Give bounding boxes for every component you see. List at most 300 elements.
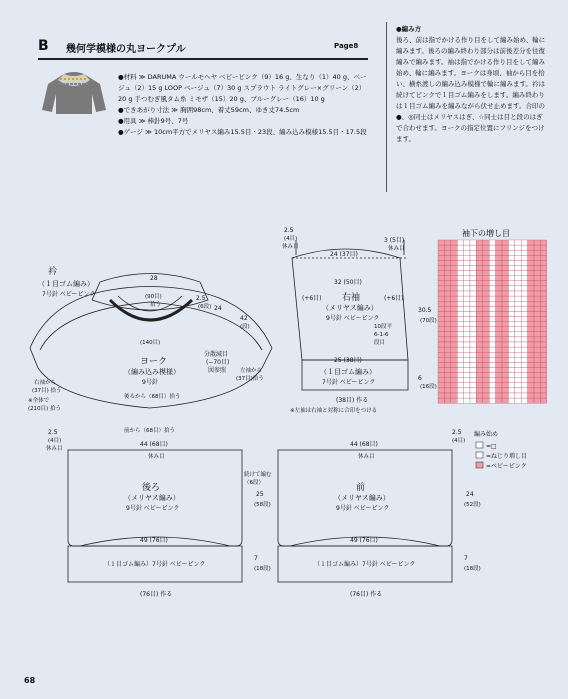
chart-cell <box>515 301 521 306</box>
sleeve-top: 24 (37目) <box>330 251 358 258</box>
chart-cell <box>476 286 482 291</box>
back-side: 2.5 <box>48 429 58 436</box>
chart-cell <box>464 398 470 403</box>
chart-cell <box>540 378 546 383</box>
chart-cell <box>496 342 502 347</box>
chart-cell <box>451 250 457 255</box>
chart-cell <box>489 250 495 255</box>
chart-cell <box>508 347 514 352</box>
chart-cell <box>470 311 476 316</box>
chart-cell <box>528 301 534 306</box>
chart-cell <box>521 286 527 291</box>
chart-cell <box>540 398 546 403</box>
chart-cell <box>457 352 463 357</box>
chart-cell <box>508 342 514 347</box>
chart-cell <box>483 362 489 367</box>
chart-cell <box>534 352 540 357</box>
chart-cell <box>444 260 450 265</box>
chart-cell <box>534 378 540 383</box>
sleeve-cuff-rows: (16段) <box>420 384 437 390</box>
chart-cell <box>502 240 508 245</box>
chart-cell <box>483 327 489 332</box>
chart-cell <box>515 383 521 388</box>
chart-cell <box>438 337 444 342</box>
chart-cell <box>534 286 540 291</box>
chart-cell <box>489 281 495 286</box>
yoke-sleeve: 右袖から <box>34 380 57 386</box>
chart-cell <box>444 250 450 255</box>
chart-cell <box>521 373 527 378</box>
chart-cell <box>515 250 521 255</box>
chart-cell <box>483 342 489 347</box>
chart-cell <box>476 311 482 316</box>
chart-cell <box>508 255 514 260</box>
chart-cell <box>444 383 450 388</box>
chart-cell <box>438 342 444 347</box>
chart-cell <box>438 266 444 271</box>
chart-cell <box>508 357 514 362</box>
chart-cell <box>438 332 444 337</box>
chart-cell <box>457 327 463 332</box>
chart-cell <box>496 296 502 301</box>
chart-cell <box>496 332 502 337</box>
chart-cell <box>534 306 540 311</box>
chart-cell <box>502 337 508 342</box>
chart-cell <box>457 301 463 306</box>
chart-cell <box>464 245 470 250</box>
chart-cell <box>464 291 470 296</box>
chart-cell <box>489 398 495 403</box>
chart-cell <box>496 352 502 357</box>
chart-cell <box>457 306 463 311</box>
sleeve-cuff-needle: 7号針 ベビーピンク <box>322 379 376 386</box>
chart-cell <box>476 240 482 245</box>
chart-cell <box>534 240 540 245</box>
chart-cell <box>438 378 444 383</box>
chart-cell <box>540 347 546 352</box>
chart-cell <box>444 398 450 403</box>
chart-cell <box>470 357 476 362</box>
chart-cell <box>508 240 514 245</box>
chart-cell <box>457 332 463 337</box>
back-cont: 続けて編む <box>244 472 272 478</box>
chart-cell <box>476 368 482 373</box>
chart-cell <box>489 291 495 296</box>
chart-cell <box>521 332 527 337</box>
chart-cell <box>508 260 514 265</box>
chart-cell <box>528 393 534 398</box>
chart-cell <box>502 301 508 306</box>
chart-cell <box>489 347 495 352</box>
chart-cell <box>451 322 457 327</box>
chart-cell <box>451 296 457 301</box>
chart-cell <box>483 250 489 255</box>
chart-cell <box>521 271 527 276</box>
chart-cell <box>457 245 463 250</box>
chart-cell <box>438 373 444 378</box>
page-reference: Page8 <box>334 42 359 50</box>
chart-cell <box>534 266 540 271</box>
chart-cell <box>470 362 476 367</box>
chart-cell <box>496 276 502 281</box>
chart-cell <box>457 383 463 388</box>
chart-cell <box>528 250 534 255</box>
chart-cell <box>464 357 470 362</box>
chart-cell <box>521 337 527 342</box>
chart-cell <box>457 286 463 291</box>
chart-cell <box>534 276 540 281</box>
chart-cell <box>508 317 514 322</box>
chart-legend3: =ベビーピンク <box>486 463 527 470</box>
chart-cell <box>496 260 502 265</box>
chart-cell <box>451 357 457 362</box>
chart-cell <box>451 362 457 367</box>
chart-cell <box>464 281 470 286</box>
chart-cell <box>502 260 508 265</box>
chart-cell <box>489 286 495 291</box>
chart-cell <box>483 368 489 373</box>
chart-cell <box>438 357 444 362</box>
chart-cell <box>438 255 444 260</box>
chart-cell <box>470 342 476 347</box>
chart-cell <box>508 250 514 255</box>
chart-cell <box>496 373 502 378</box>
materials-gauge: ●ゲージ ≫ 10cm平方でメリヤス編み15.5目・23段、編み込み模様15.5目・17.5段 <box>118 128 367 136</box>
chart-cell <box>515 373 521 378</box>
chart-cell <box>515 332 521 337</box>
chart-cell <box>528 296 534 301</box>
chart-cell <box>528 337 534 342</box>
chart-cell <box>489 306 495 311</box>
yoke-back: 後ろから（68目）拾う <box>124 394 181 400</box>
sleeve-inc-left: (+6目) <box>302 295 322 302</box>
chart-cell <box>540 240 546 245</box>
chart-cell <box>464 327 470 332</box>
chart-cell <box>451 276 457 281</box>
chart-cell <box>540 393 546 398</box>
chart-cell <box>451 245 457 250</box>
chart-cell <box>496 347 502 352</box>
chart-cell <box>438 240 444 245</box>
chart-cell <box>444 373 450 378</box>
chart-cell <box>457 362 463 367</box>
chart-cell <box>489 296 495 301</box>
chart-cell <box>451 291 457 296</box>
chart-cell <box>476 398 482 403</box>
yoke-h42: 42 <box>240 315 248 322</box>
collar-r2: 拾う <box>150 302 162 308</box>
chart-cell <box>540 342 546 347</box>
chart-cell <box>438 306 444 311</box>
chart-cell <box>515 260 521 265</box>
sleeve-length-rows: (70段) <box>420 318 437 324</box>
chart-cell <box>515 255 521 260</box>
chart-cell <box>464 368 470 373</box>
chart-cell <box>521 357 527 362</box>
chart-cell <box>464 378 470 383</box>
chart-cell <box>438 260 444 265</box>
chart-cell <box>464 260 470 265</box>
front-side2: (4目) <box>452 438 466 444</box>
chart-cell <box>470 378 476 383</box>
chart-cell <box>521 311 527 316</box>
chart-cell <box>502 322 508 327</box>
chart-cell <box>444 342 450 347</box>
chart-cell <box>483 388 489 393</box>
chart-cell <box>444 327 450 332</box>
chart-cell <box>470 347 476 352</box>
chart-cell <box>476 383 482 388</box>
chart-cell <box>444 291 450 296</box>
chart-cell <box>515 317 521 322</box>
chart-cell <box>451 347 457 352</box>
chart-cell <box>534 271 540 276</box>
chart-cell <box>464 296 470 301</box>
chart-cell <box>528 378 534 383</box>
chart-cell <box>515 362 521 367</box>
chart-legend-title: 編み始め <box>474 431 499 438</box>
chart-cell <box>470 296 476 301</box>
chart-cell <box>528 245 534 250</box>
chart-cell <box>540 388 546 393</box>
chart-cell <box>438 327 444 332</box>
sleeve-inc-right: (+6目) <box>384 295 404 302</box>
chart-cell <box>521 240 527 245</box>
chart-cell <box>528 368 534 373</box>
chart-cell <box>489 393 495 398</box>
chart-cell <box>528 352 534 357</box>
chart-cell <box>489 388 495 393</box>
chart-cell <box>444 311 450 316</box>
chart-cell <box>464 306 470 311</box>
chart-cell <box>534 398 540 403</box>
chart-cell <box>476 373 482 378</box>
chart-cell <box>502 245 508 250</box>
chart-cell <box>508 337 514 342</box>
chart-cell <box>515 352 521 357</box>
chart-cell <box>476 337 482 342</box>
sleeve-rest: 休み目 <box>282 244 299 250</box>
chart-cell <box>464 322 470 327</box>
chart-cell <box>515 271 521 276</box>
chart-cell <box>496 378 502 383</box>
chart-cell <box>470 291 476 296</box>
chart-cell <box>457 393 463 398</box>
back-height: 25 <box>256 491 264 498</box>
front-height-rows: (52段) <box>464 502 481 508</box>
yoke-dec2: (−70目) <box>206 359 230 366</box>
chart-cell <box>483 271 489 276</box>
chart-cell <box>496 317 502 322</box>
chart-cell <box>496 291 502 296</box>
chart-cell <box>534 332 540 337</box>
sleeve-cuff-length: 6 <box>418 375 422 382</box>
chart-cell <box>508 388 514 393</box>
chart-cell <box>540 373 546 378</box>
chart-cell <box>502 373 508 378</box>
chart-cell <box>476 317 482 322</box>
chart-cell <box>508 368 514 373</box>
sleeve-needle: 9号針 ベビーピンク <box>326 315 380 322</box>
chart-cell <box>483 281 489 286</box>
chart-cell <box>457 357 463 362</box>
chart-cell <box>534 291 540 296</box>
chart-cell <box>534 373 540 378</box>
chart-cell <box>540 291 546 296</box>
increase-chart <box>438 240 547 403</box>
chart-cell <box>508 378 514 383</box>
yoke-name: ヨーク <box>140 357 168 367</box>
chart-cell <box>508 398 514 403</box>
chart-cell <box>534 255 540 260</box>
chart-cell <box>521 266 527 271</box>
sleeve-rule2: 6-1-6 <box>374 332 389 338</box>
chart-cell <box>483 317 489 322</box>
yoke-total2: (210目) 拾う <box>28 406 62 412</box>
chart-cell <box>476 322 482 327</box>
chart-cell <box>451 260 457 265</box>
chart-cell <box>476 378 482 383</box>
chart-cell <box>444 296 450 301</box>
chart-cell <box>464 255 470 260</box>
front-name: 前 <box>356 483 366 493</box>
chart-cell <box>540 260 546 265</box>
chart-cell <box>489 322 495 327</box>
chart-cell <box>457 368 463 373</box>
chart-cell <box>528 291 534 296</box>
chart-cell <box>444 368 450 373</box>
chart-cell <box>470 276 476 281</box>
chart-cell <box>489 368 495 373</box>
chart-cell <box>502 393 508 398</box>
collar-name: 衿 <box>48 267 58 277</box>
chart-cell <box>451 342 457 347</box>
chart-cell <box>534 327 540 332</box>
chart-cell <box>508 291 514 296</box>
chart-cell <box>521 281 527 286</box>
chart-cell <box>451 255 457 260</box>
chart-cell <box>457 378 463 383</box>
chart-cell <box>502 378 508 383</box>
chart-cell <box>483 393 489 398</box>
front-rib-height: 7 <box>464 555 468 562</box>
chart-cell <box>515 286 521 291</box>
chart-cell <box>457 266 463 271</box>
chart-cell <box>534 347 540 352</box>
chart-cell <box>438 276 444 281</box>
chart-cell <box>528 311 534 316</box>
chart-cell <box>502 317 508 322</box>
chart-cell <box>489 271 495 276</box>
chart-cell <box>528 322 534 327</box>
chart-cell <box>502 362 508 367</box>
chart-cell <box>528 260 534 265</box>
chart-cell <box>534 245 540 250</box>
front-stitch: （メリヤス編み） <box>334 494 390 502</box>
chart-cell <box>521 245 527 250</box>
sleeve-cast: (38目) 作る <box>336 397 369 404</box>
chart-cell <box>521 260 527 265</box>
chart-cell <box>540 317 546 322</box>
chart-cell <box>457 373 463 378</box>
back-name: 後ろ <box>142 483 161 493</box>
collar-r1: (90目) <box>145 294 162 300</box>
chart-cell <box>444 286 450 291</box>
chart-cell <box>451 281 457 286</box>
chart-cell <box>508 383 514 388</box>
chart-cell <box>451 311 457 316</box>
chart-cell <box>521 255 527 260</box>
chart-cell <box>502 276 508 281</box>
chart-cell <box>540 266 546 271</box>
chart-legend2: =ねじり増し目 <box>486 453 528 460</box>
chart-cell <box>464 286 470 291</box>
chart-cell <box>457 271 463 276</box>
chart-cell <box>470 271 476 276</box>
chart-cell <box>470 301 476 306</box>
chart-cell <box>502 357 508 362</box>
chart-cell <box>476 245 482 250</box>
chart-cell <box>444 378 450 383</box>
chart-cell <box>464 388 470 393</box>
chart-cell <box>470 317 476 322</box>
chart-cell <box>438 286 444 291</box>
chart-cell <box>540 306 546 311</box>
yoke-dec: 分散減目 <box>204 351 229 358</box>
yoke-sleeve4: (37目)拾う <box>236 376 264 382</box>
chart-cell <box>444 388 450 393</box>
chart-cell <box>476 296 482 301</box>
back-needle: 9号針 ベビーピンク <box>126 505 180 512</box>
chart-cell <box>508 301 514 306</box>
chart-cell <box>528 271 534 276</box>
chart-cell <box>515 240 521 245</box>
chart-cell <box>444 393 450 398</box>
yoke-ref: 図参照 <box>208 367 227 374</box>
chart-cell <box>476 393 482 398</box>
chart-cell <box>451 317 457 322</box>
chart-cell <box>470 260 476 265</box>
chart-cell <box>528 240 534 245</box>
chart-cell <box>515 266 521 271</box>
chart-cell <box>444 240 450 245</box>
chart-cell <box>528 266 534 271</box>
chart-cell <box>457 398 463 403</box>
chart-cell <box>534 362 540 367</box>
chart-cell <box>496 393 502 398</box>
chart-cell <box>470 383 476 388</box>
chart-cell <box>508 266 514 271</box>
chart-cell <box>540 276 546 281</box>
chart-cell <box>438 352 444 357</box>
chart-cell <box>464 266 470 271</box>
chart-cell <box>464 271 470 276</box>
chart-cell <box>540 362 546 367</box>
back-cont2: （6段） <box>244 480 264 486</box>
chart-cell <box>489 378 495 383</box>
chart-cell <box>476 362 482 367</box>
chart-cell <box>515 347 521 352</box>
sleeve-cuff-stitch: （１目ゴム編み） <box>320 368 376 376</box>
chart-cell <box>444 317 450 322</box>
collar-needle: 7号針 ベビーピンク <box>42 291 96 298</box>
chart-cell <box>483 260 489 265</box>
chart-cell <box>489 357 495 362</box>
chart-cell <box>534 337 540 342</box>
chart-cell <box>457 260 463 265</box>
chart-cell <box>444 332 450 337</box>
chart-cell <box>534 368 540 373</box>
